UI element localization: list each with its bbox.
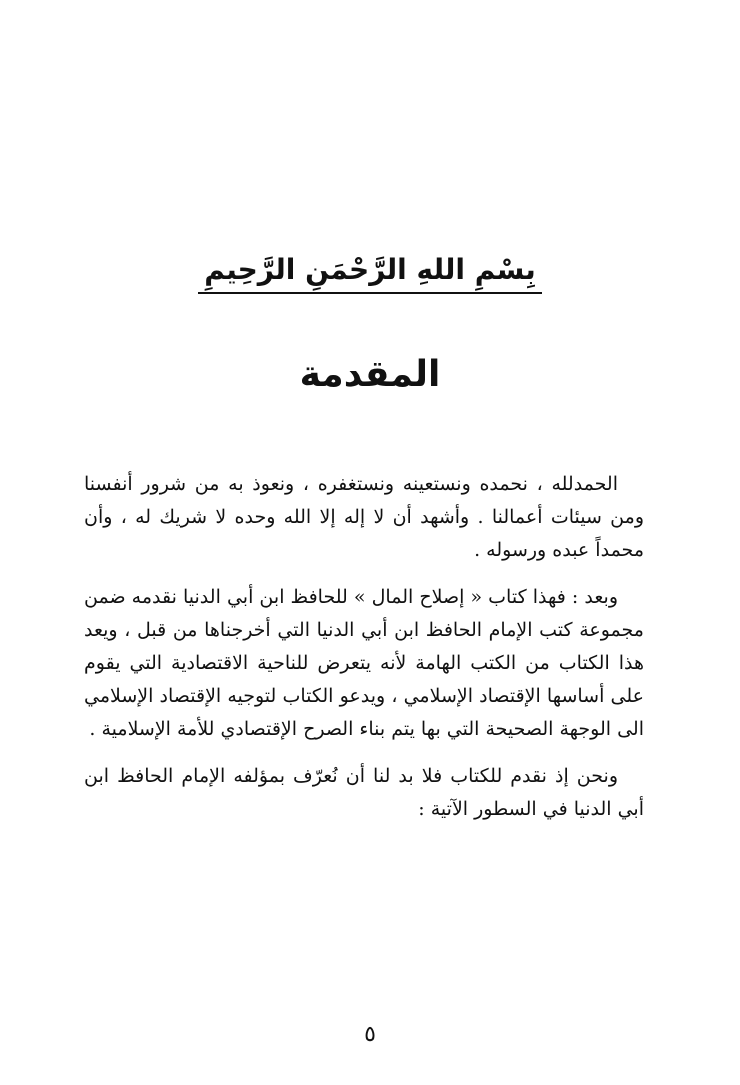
title-block xyxy=(0,350,740,400)
basmala-header xyxy=(0,250,740,294)
paragraph-book-intro: وبعد : فهذا كتاب « إصلاح المال » للحافظ ابن أبي الدنيا نقدمه ضمن مجموعة كتب الإمام الحافظ ابن أبي الدنيا التي أخرجناها من قبل ، ويعد هذا الكتاب من الكتب الهامة لأنه يتعرض للناحية الاقتصادية التي يقوم على أساسها الإقتصاد الإسلامي ، ويدعو الكتاب لتوجيه الإقتصاد الإسلامي الى الوجهة الصحيحة التي بها يتم بناء الصرح الإقتصادي للأمة الإسلامية . xyxy=(84,586,644,740)
paragraph-author-intro: ونحن إذ نقدم للكتاب فلا بد لنا أن نُعرّف بمؤلفه الإمام الحافظ ابن أبي الدنيا في السطور الآتية : xyxy=(84,765,644,820)
page-title: المقدمة xyxy=(299,354,441,395)
page-number: ٥ xyxy=(364,1022,376,1047)
paragraph-opening: الحمدلله ، نحمده ونستعينه ونستغفره ، ونعوذ به من شرور أنفسنا ومن سيئات أعمالنا . وأشهد أن لا إله إلا الله وحده لا شريك له ، وأن محمداً عبده ورسوله . xyxy=(84,473,644,561)
body-text xyxy=(84,468,644,840)
basmala-calligraphy: بِسْمِ اللهِ الرَّحْمَنِ الرَّحِيمِ xyxy=(198,250,542,294)
